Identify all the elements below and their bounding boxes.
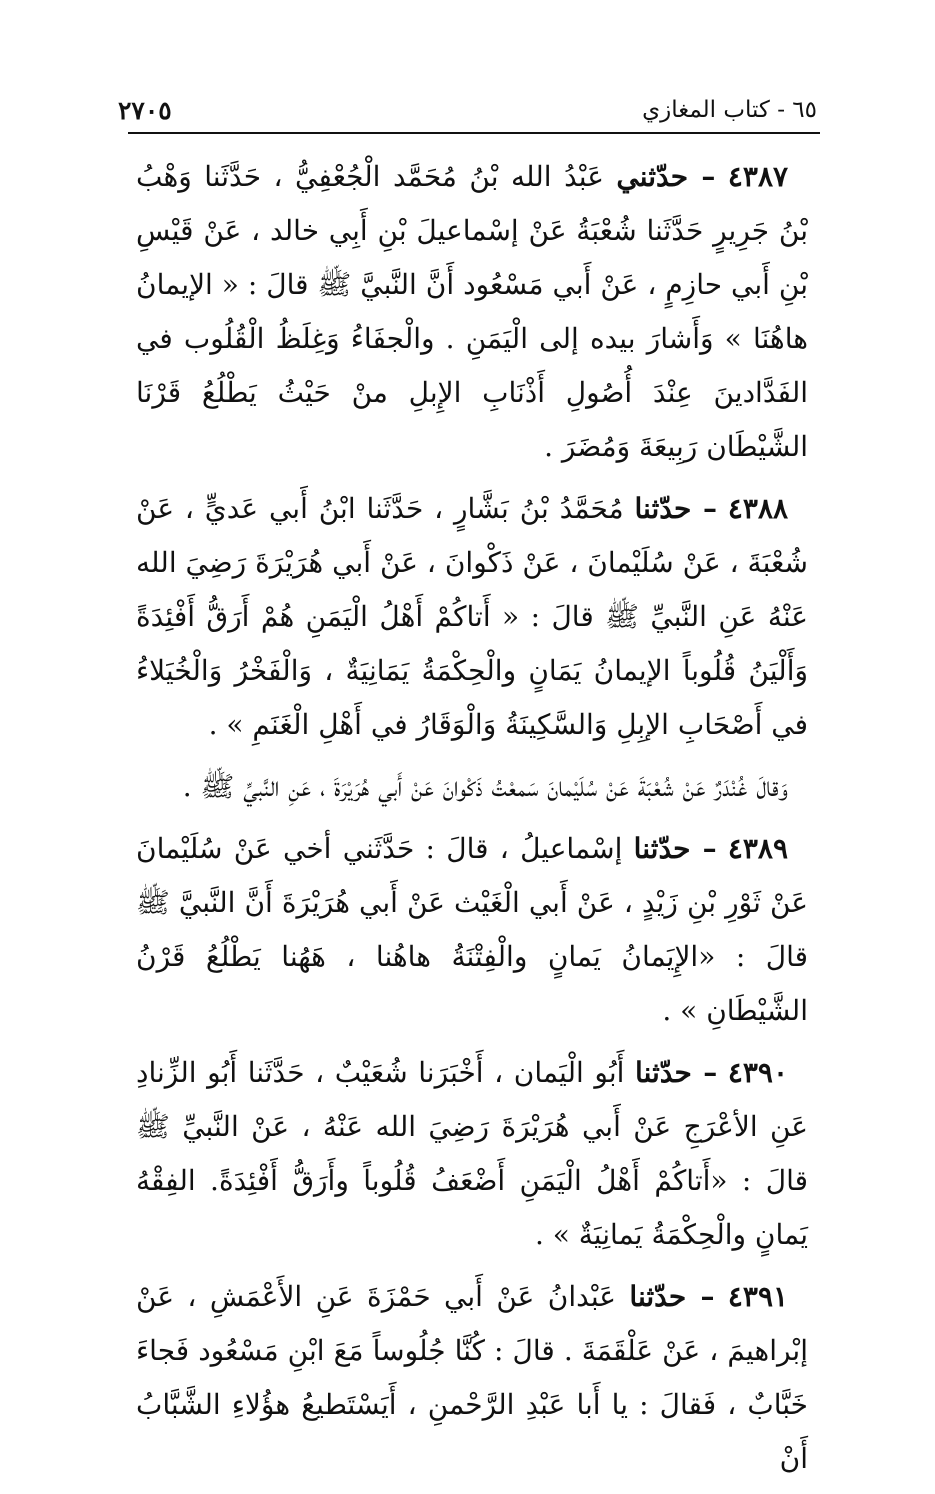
header-divider bbox=[128, 132, 820, 134]
hadith-verb: حدّثنا bbox=[633, 832, 691, 865]
hadith-text: إسْماعيلُ ، قالَ : حَدَّثَني أخي عَنْ سُلَيْمانَ عَنْ ثَوْرِ بْنِ زَيْدٍ ، عَنْ أَبي الْغَيْث عَنْ أَبي هُرَيْرَةَ أَنَّ النَّبيَّ ﷺ قالَ : «الإِيَمانُ يَمانٍ والْفِتْنَةُ هاهُنا ، هَهُنا يَطْلُعُ قَرْنُ الشَّيْطَانِ » . bbox=[136, 832, 808, 1027]
hadith-number: ٤٣٩١ bbox=[727, 1280, 789, 1313]
hadith-text: أَبُو الْيَمان ، أَخْبَرَنا شُعَيْبٌ ، حَدَّثَنا أَبُو الزِّنادِ عَنِ الأعْرَجِ عَنْ أَبي هُرَيْرَةَ رَضِيَ الله عَنْهُ ، عَنْ النَّبيِّ ﷺ قالَ : «أَتاكُمْ أَهْلُ الْيَمَنِ أَضْعَفُ قُلُوباً وأَرَقُّ أَفْئِدَةً. الفِقْهُ يَمانٍ والْحِكْمَةُ يَمانِيَةٌ » . bbox=[136, 1056, 808, 1251]
hadith-4388: ٤٣٨٨ – حدّثنا مُحَمَّدُ بْنُ بَشَّارٍ ، حَدَّثَنا ابْنُ أَبي عَديٍّ ، عَنْ شُعْبَةَ ، عَنْ سُلَيْمانَ ، عَنْ ذَكْوانَ ، عَنْ أَبي هُرَيْرَةَ رَضِيَ الله عَنْهُ عَنِ النَّبيِّ ﷺ قالَ : « أَتاكُمْ أَهْلُ الْيَمَنِ هُمْ أَرَقُّ أَفْئِدَةً وَأَلْيَنُ قُلُوباً الإيمانُ يَمَانٍ والْحِكْمَةُ يَمَانِيَةٌ ، وَالْفَخْرُ وَالْخُيَلاءُ في أَصْحَابِ الإبِلِ وَالسَّكِينَةُ وَالْوَقَارُ في أَهْلِ الْغَنَمِ » . bbox=[136, 492, 808, 741]
hadith-number: ٤٣٨٨ bbox=[727, 492, 789, 525]
hadith-text: مُحَمَّدُ بْنُ بَشَّارٍ ، حَدَّثَنا ابْنُ أَبي عَديٍّ ، عَنْ شُعْبَةَ ، عَنْ سُلَيْمانَ ، عَنْ ذَكْوانَ ، عَنْ أَبي هُرَيْرَةَ رَضِيَ الله عَنْهُ عَنِ النَّبيِّ ﷺ قالَ : « أَتاكُمْ أَهْلُ الْيَمَنِ هُمْ أَرَقُّ أَفْئِدَةً وَأَلْيَنُ قُلُوباً الإيمانُ يَمَانٍ والْحِكْمَةُ يَمَانِيَةٌ ، وَالْفَخْرُ وَالْخُيَلاءُ في أَصْحَابِ الإبِلِ وَالسَّكِينَةُ وَالْوَقَارُ في أَهْلِ الْغَنَمِ » . bbox=[136, 492, 808, 741]
hadith-4389: ٤٣٨٩ – حدّثنا إسْماعيلُ ، قالَ : حَدَّثَني أخي عَنْ سُلَيْمانَ عَنْ ثَوْرِ بْنِ زَيْدٍ ، عَنْ أَبي الْغَيْث عَنْ أَبي هُرَيْرَةَ أَنَّ النَّبيَّ ﷺ قالَ : «الإِيَمانُ يَمانٍ والْفِتْنَةُ هاهُنا ، هَهُنا يَطْلُعُ قَرْنُ الشَّيْطَانِ » . bbox=[136, 832, 808, 1027]
chapter-title: ٦٥ - كتاب المغازي bbox=[642, 97, 817, 123]
hadith-verb: حدّثنا bbox=[629, 1280, 687, 1313]
running-header bbox=[118, 92, 817, 128]
hadith-number: ٤٣٨٩ bbox=[727, 832, 788, 865]
hadith-text: عَبْدُ الله بْنُ مُحَمَّد الْجُعْفِيُّ ، حَدَّثَنا وَهْبُ بْنُ جَرِيرٍ حَدَّثَنا شُعْبَةُ عَنْ إسْماعيلَ بْنِ أَبِي خالد ، عَنْ قَيْسِ بْنِ أَبي حازِمٍ ، عَنْ أَبي مَسْعُود أَنَّ النَّبيَّ ﷺ قالَ : « الإيمانُ هاهُنَا » وَأَشارَ بيده إلى الْيَمَنِ . والْجفَاءُ وَغِلَظُ الْقُلُوب في الفَدَّادينَ عِنْدَ أُصُولِ أَذْنَابِ الإِبلِ منْ حَيْثُ يَطْلُعُ قَرْنَا الشَّيْطَان رَبِيعَةَ وَمُضَرَ . bbox=[136, 160, 808, 463]
note-text: وَقالَ غُنْدَرٌ عَنْ شُعْبَةَ عَنْ سُلَيْمانَ سَمعْتُ ذَكْوانَ عَنْ أَبي هُرَيْرَةَ ، عَنِ النَّبيِّ ﷺ . bbox=[182, 770, 788, 803]
hadith-text: عَبْدانُ عَنْ أَبي حَمْزَةَ عَنِ الأَعْمَشِ ، عَنْ إبْراهيمَ ، عَنْ عَلْقَمَةَ . قالَ : كُنَّا جُلُوساً مَعَ ابْنِ مَسْعُود فَجاءَ خَبَّابٌ ، فَقالَ : يا أَبا عَبْدِ الرَّحْمنِ ، أَيَسْتَطيعُ هؤُلاءِ الشَّبَّابُ أَنْ bbox=[136, 1280, 808, 1475]
hadith-4387: ٤٣٨٧ – حدّثني عَبْدُ الله بْنُ مُحَمَّد الْجُعْفِيُّ ، حَدَّثَنا وَهْبُ بْنُ جَرِيرٍ حَدَّثَنا شُعْبَةُ عَنْ إسْماعيلَ بْنِ أَبِي خالد ، عَنْ قَيْسِ بْنِ أَبي حازِمٍ ، عَنْ أَبي مَسْعُود أَنَّ النَّبيَّ ﷺ قالَ : « الإيمانُ هاهُنَا » وَأَشارَ بيده إلى الْيَمَنِ . والْجفَاءُ وَغِلَظُ الْقُلُوب في الفَدَّادينَ عِنْدَ أُصُولِ أَذْنَابِ الإِبلِ منْ حَيْثُ يَطْلُعُ قَرْنَا الشَّيْطَان رَبِيعَةَ وَمُضَرَ . bbox=[136, 160, 808, 463]
hadith-verb: حدّثنا bbox=[635, 1056, 692, 1089]
hadith-verb: حدّثني bbox=[616, 160, 689, 193]
hadith-verb: حدّثنا bbox=[634, 492, 692, 525]
hadith-note bbox=[136, 760, 808, 814]
hadith-4390: ٤٣٩٠ – حدّثنا أَبُو الْيَمان ، أَخْبَرَنا شُعَيْبٌ ، حَدَّثَنا أَبُو الزِّنادِ عَنِ الأعْرَجِ عَنْ أَبي هُرَيْرَةَ رَضِيَ الله عَنْهُ ، عَنْ النَّبيِّ ﷺ قالَ : «أَتاكُمْ أَهْلُ الْيَمَنِ أَضْعَفُ قُلُوباً وأَرَقُّ أَفْئِدَةً. الفِقْهُ يَمانٍ والْحِكْمَةُ يَمانِيَةٌ » . bbox=[136, 1056, 808, 1251]
page-body bbox=[136, 150, 808, 1494]
hadith-number: ٤٣٩٠ bbox=[727, 1056, 788, 1089]
hadith-number: ٤٣٨٧ bbox=[727, 160, 789, 193]
hadith-4391: ٤٣٩١ – حدّثنا عَبْدانُ عَنْ أَبي حَمْزَةَ عَنِ الأَعْمَشِ ، عَنْ إبْراهيمَ ، عَنْ عَلْقَمَةَ . قالَ : كُنَّا جُلُوساً مَعَ ابْنِ مَسْعُود فَجاءَ خَبَّابٌ ، فَقالَ : يا أَبا عَبْدِ الرَّحْمنِ ، أَيَسْتَطيعُ هؤُلاءِ الشَّبَّابُ أَنْ bbox=[136, 1280, 808, 1475]
page-number: ٢٧٠٥ bbox=[118, 95, 172, 125]
